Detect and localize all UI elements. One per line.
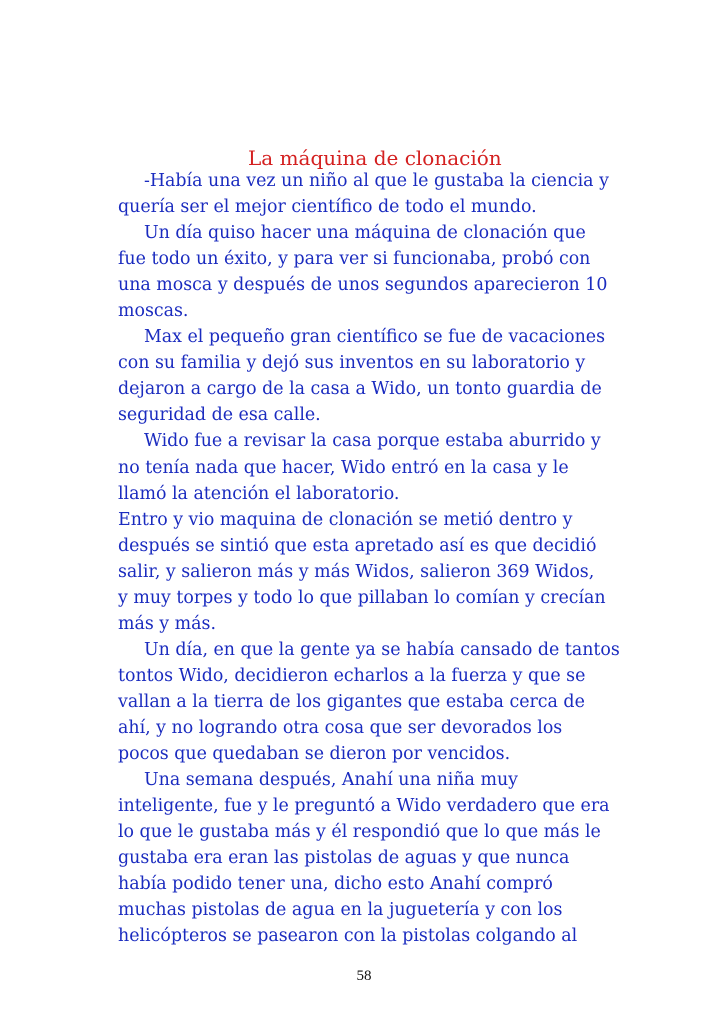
text-line: helicópteros se pasearon con la pistolas colgando al xyxy=(118,926,578,947)
text-line: seguridad de esa calle. xyxy=(118,405,321,426)
text-line: Un día, en que la gente ya se había cansado de tantos xyxy=(144,639,620,660)
text-line: una mosca y después de unos segundos aparecieron 10 xyxy=(118,275,608,296)
text-line: Max el pequeño gran científico se fue de vacaciones xyxy=(144,327,606,348)
text-line: Entro y vio maquina de clonación se metió dentro y xyxy=(118,509,573,530)
text-line: -Había una vez un niño al que le gustaba la ciencia y xyxy=(144,171,609,191)
text-line: dejaron a cargo de la casa a Wido, un tonto guardia de xyxy=(118,379,602,400)
page-number: 58 xyxy=(356,968,372,984)
text-line: moscas. xyxy=(118,301,189,322)
text-line: quería ser el mejor científico de todo el mundo. xyxy=(118,197,537,218)
text-line: salir, y salieron más y más Widos, salieron 369 Widos, xyxy=(118,561,595,582)
text-line: pocos que quedaban se dieron por vencidos. xyxy=(118,744,511,765)
text-line: Wido fue a revisar la casa porque estaba aburrido y xyxy=(144,431,601,452)
text-line: inteligente, fue y le preguntó a Wido verdadero que era xyxy=(118,796,610,817)
text-line: y muy torpes y todo lo que pillaban lo comían y crecían xyxy=(118,587,606,608)
text-line: lo que le gustaba más y él respondió que lo que más le xyxy=(118,822,601,843)
text-line: más y más. xyxy=(118,613,216,634)
story-body xyxy=(118,168,648,949)
text-line: ahí, y no logrando otra cosa que ser devorados los xyxy=(118,717,563,738)
story-title: La máquina de clonación xyxy=(248,146,502,170)
text-line: tontos Wido, decidieron echarlos a la fuerza y que se xyxy=(118,665,586,686)
text-line: Una semana después, Anahí una niña muy xyxy=(144,770,518,791)
text-line: con su familia y dejó sus inventos en su laboratorio y xyxy=(118,353,586,374)
text-line: Un día quiso hacer una máquina de clonación que xyxy=(144,223,586,244)
text-line: vallan a la tierra de los gigantes que estaba cerca de xyxy=(118,691,585,712)
text-line: no tenía nada que hacer, Wido entró en la casa y le xyxy=(118,457,569,478)
text-line: fue todo un éxito, y para ver si funcionaba, probó con xyxy=(118,249,591,270)
text-line: después se sintió que esta apretado así es que decidió xyxy=(118,535,597,556)
text-line: muchas pistolas de agua en la juguetería y con los xyxy=(118,900,563,921)
text-line: llamó la atención el laboratorio. xyxy=(118,483,400,504)
text-line: gustaba era eran las pistolas de aguas y que nunca xyxy=(118,848,570,869)
text-line: había podido tener una, dicho esto Anahí compró xyxy=(118,874,553,895)
